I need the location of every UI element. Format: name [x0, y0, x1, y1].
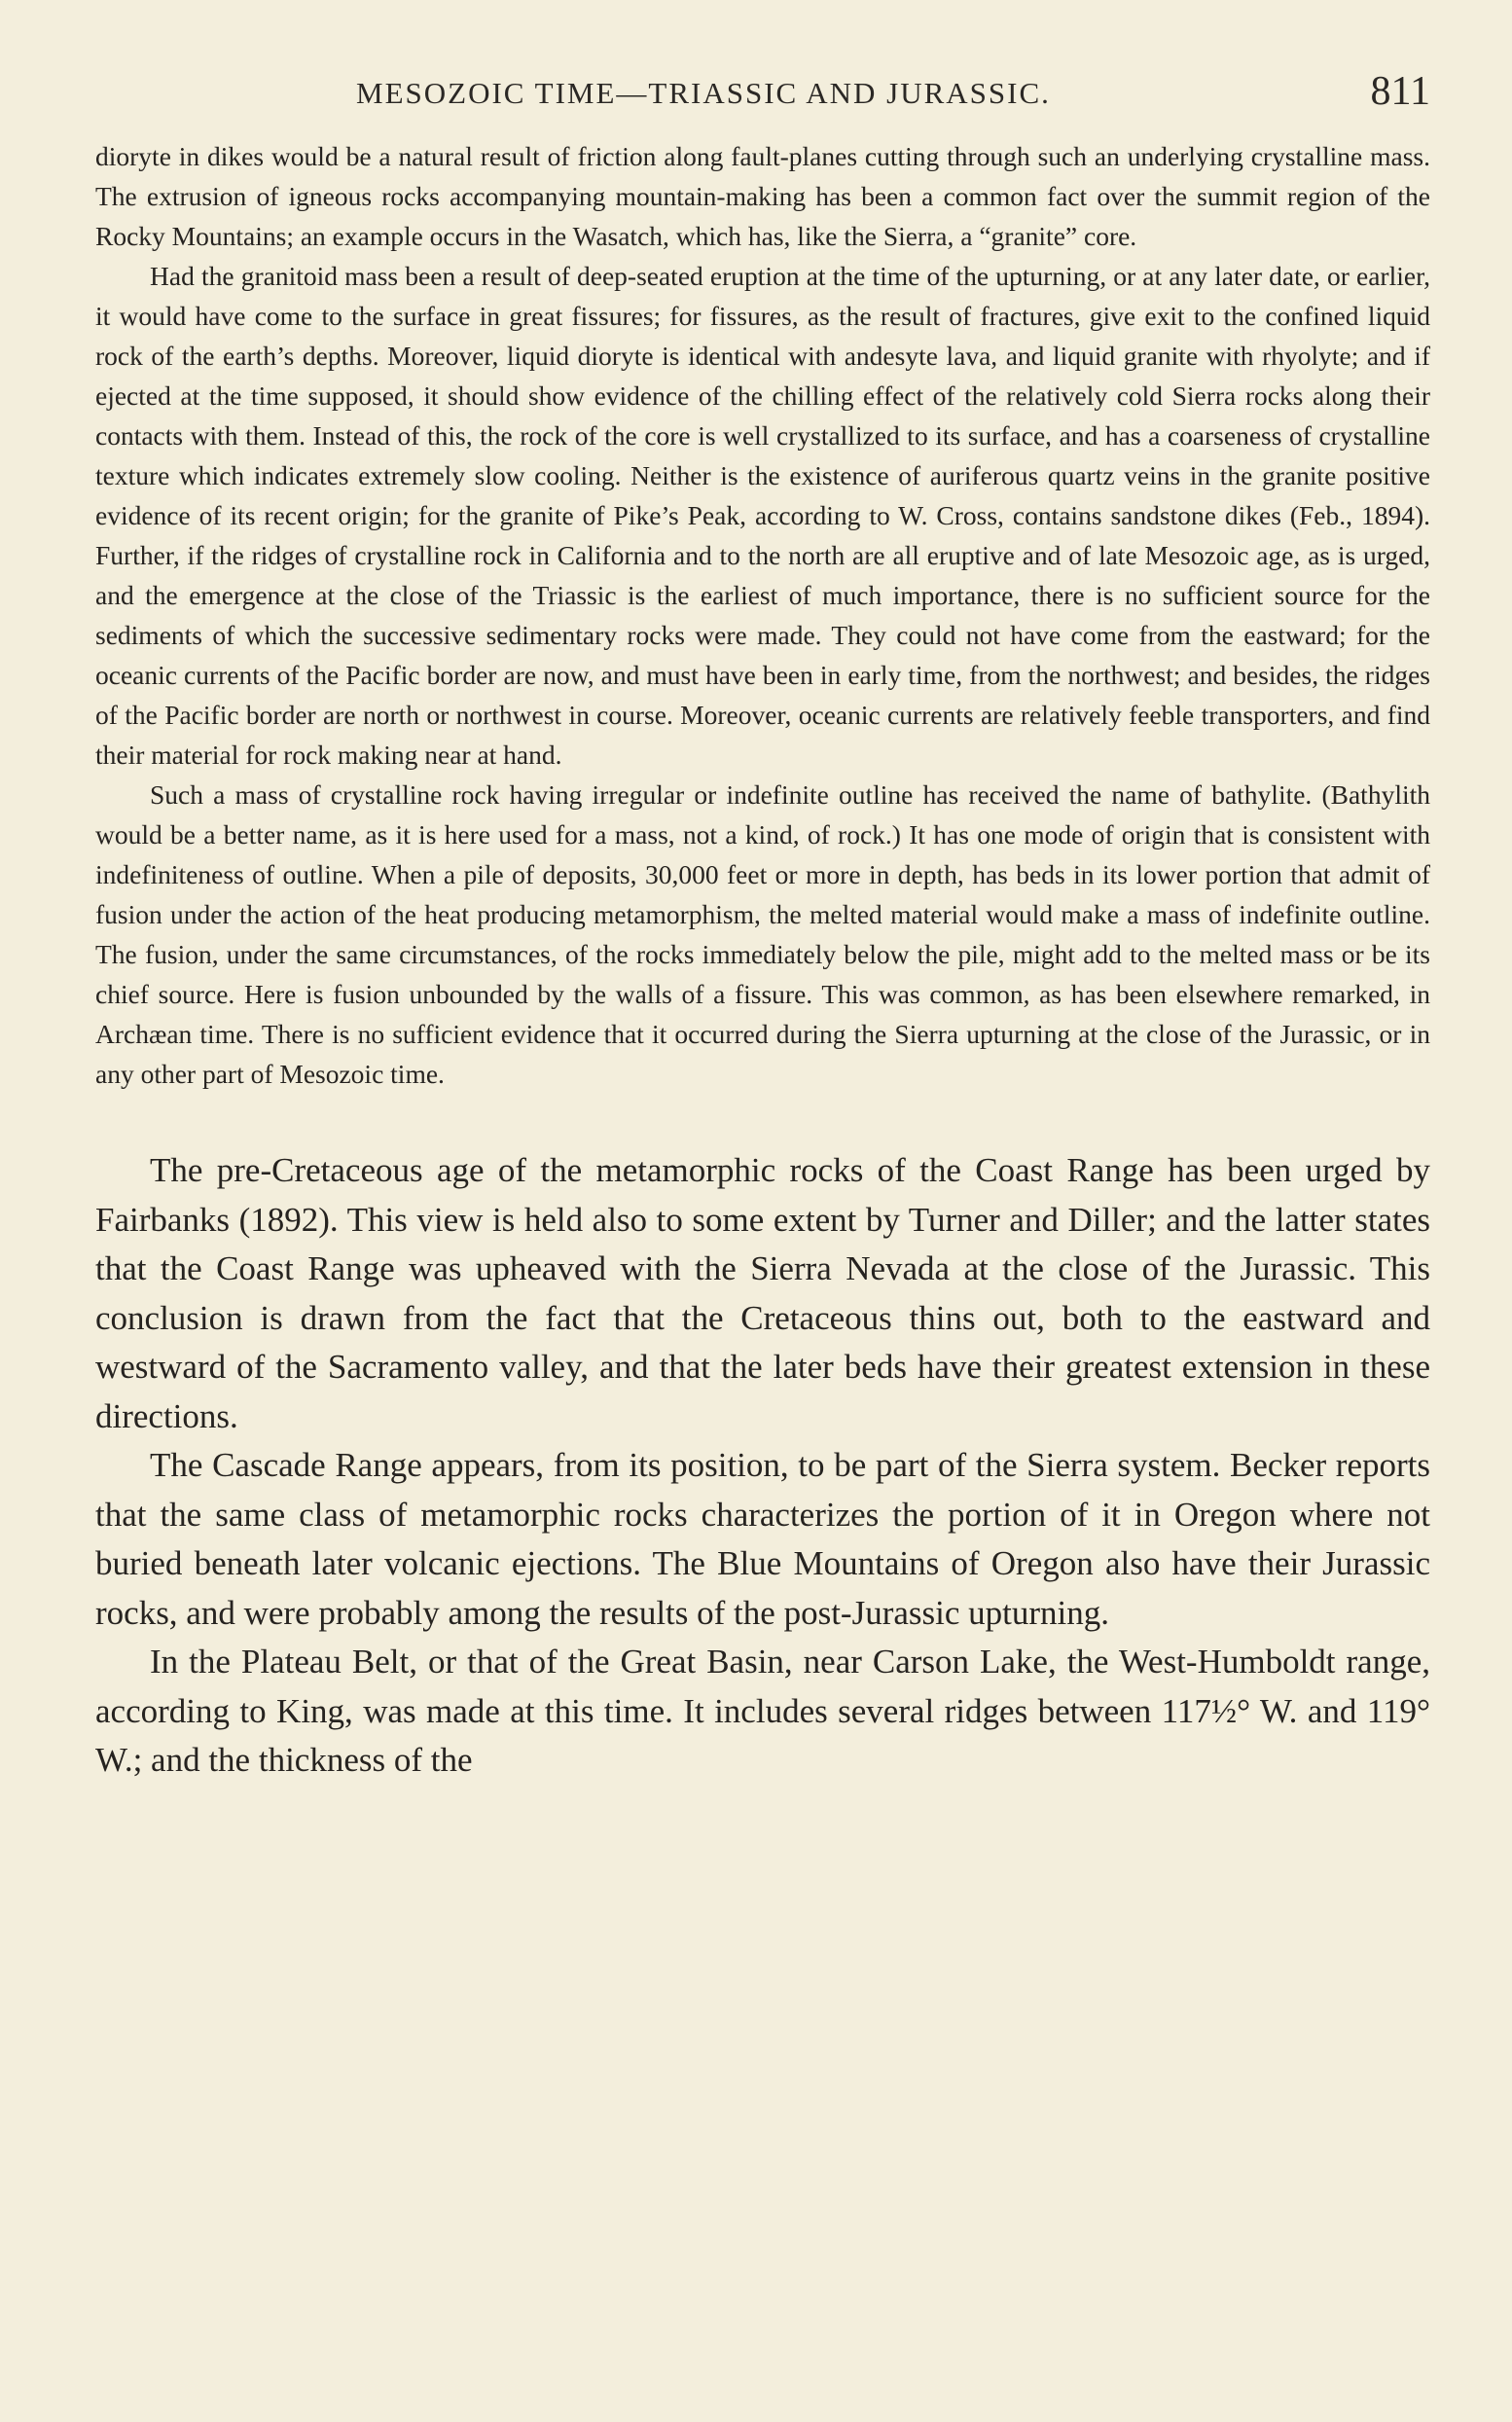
paragraph: The Cascade Range appears, from its position, to be part of the Sierra system. Becker reports that the same class of metamorphic rocks characterizes the portion of it in Oregon where not buried beneath later volcanic ejections. The Blue Mountains of Oregon also have their Jurassic rocks, and were probably among the results of the post-Jurassic upturning. — [95, 1446, 1430, 1632]
paragraph: In the Plateau Belt, or that of the Great Basin, near Carson Lake, the West-Humboldt range, according to King, was made at this time. It includes several ridges between 117½° W. and 119° W.; and the thickness of the — [95, 1643, 1430, 1779]
main-text-section — [95, 1146, 1430, 1786]
page-number: 811 — [1370, 69, 1430, 114]
paragraph: The pre-Cretaceous age of the metamorphic rocks of the Coast Range has been urged by Fairbanks (1892). This view is held also to some extent by Turner and Diller; and the latter states that the Coast Range was upheaved with the Sierra Nevada at the close of the Jurassic. This conclusion is drawn from the fact that the Cretaceous thins out, both to the eastward and westward of the Sacramento valley, and that the later beds have their greatest extension in these directions. — [95, 1151, 1430, 1435]
paragraph: dioryte in dikes would be a natural result of friction along fault-planes cutting through such an underlying crystalline mass. The extrusion of igneous rocks accompanying mountain-making has been a common fact over the summit region of the Rocky Mountains; an example occurs in the Wasatch, which has, like the Sierra, a “granite” core. — [95, 141, 1430, 251]
paragraph: Had the granitoid mass been a result of deep-seated eruption at the time of the upturning, or at any later date, or earlier, it would have come to the surface in great fissures; for fissures, as the result of fractures, give exit to the confined liquid rock of the earth’s depths. Moreover, liquid dioryte is identical with andesyte lava, and liquid granite with rhyolyte; and if ejected at the time supposed, it should show evidence of the chilling effect of the relatively cold Sierra rocks along their contacts with them. Instead of this, the rock of the core is well crystallized to its surface, and has a coarseness of crystalline texture which indicates extremely slow cooling. Neither is the existence of auriferous quartz veins in the granite positive evidence of its recent origin; for the granite of Pike’s Peak, according to W. Cross, contains sandstone dikes (Feb., 1894). Further, if the ridges of crystalline rock in California and to the north are all eruptive and of late Mesozoic age, as is urged, and the emergence at the close of the Triassic is the earliest of much importance, there is no sufficient source for the sediments of which the successive sedimentary rocks were made. They could not have come from the eastward; for the oceanic currents of the Pacific border are now, and must have been in early time, from the northwest; and besides, the ridges of the Pacific border are north or northwest in course. Moreover, oceanic currents are relatively feeble transporters, and find their material for rock making near at hand. — [95, 261, 1430, 770]
paragraph: Such a mass of crystalline rock having irregular or indefinite outline has received the name of bathylite. (Bathylith would be a better name, as it is here used for a mass, not a kind, of rock.) It has one mode of origin that is consistent with indefiniteness of outline. When a pile of deposits, 30,000 feet or more in depth, has beds in its lower portion that admit of fusion under the action of the heat producing metamorphism, the melted material would make a mass of indefinite outline. The fusion, under the same circumstances, of the rocks immediately below the pile, might add to the melted mass or be its chief source. Here is fusion unbounded by the walls of a fissure. This was common, as has been elsewhere remarked, in Archæan time. There is no sufficient evidence that it occurred during the Sierra upturning at the close of the Jurassic, or in any other part of Mesozoic time. — [95, 779, 1430, 1089]
running-head: MESOZOIC TIME—TRIASSIC AND JURASSIC. — [356, 76, 1051, 110]
book-page — [95, 68, 1430, 1786]
page-header — [95, 68, 1430, 136]
small-print-section — [95, 136, 1430, 1094]
